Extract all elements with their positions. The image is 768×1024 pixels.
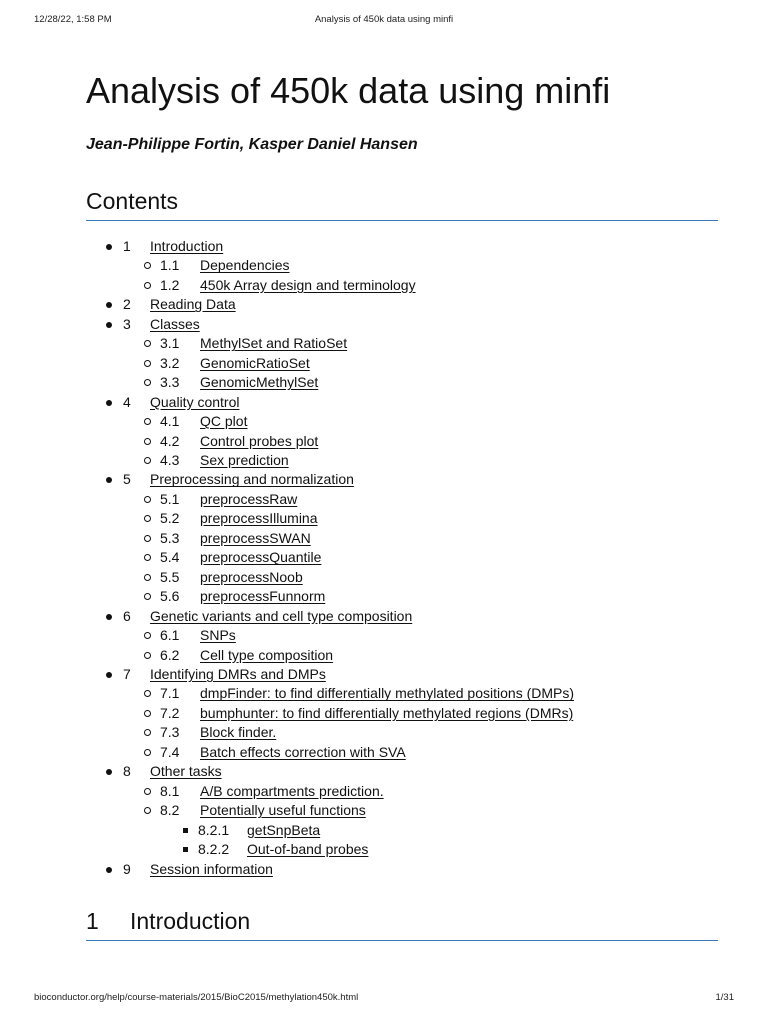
toc-link[interactable] [123,666,326,682]
print-date: 12/28/22, 1:58 PM [34,14,112,25]
toc-number: 5 [123,471,131,488]
toc-number: 5.1 [160,490,180,507]
bullet-icon [144,632,151,639]
bullet-icon [144,535,151,542]
toc-item [86,840,718,859]
introduction-heading [86,906,718,941]
toc-label: Quality control [150,393,240,410]
toc-link[interactable] [160,413,247,429]
toc-number: 8.2 [160,802,180,819]
bullet-icon [144,749,151,756]
bullet-icon [106,400,112,406]
contents-heading: Contents [86,186,718,221]
toc-label: MethylSet and RatioSet [200,335,348,352]
bullet-icon [144,729,151,736]
toc-item [86,743,718,762]
bullet-icon [144,360,151,367]
bullet-icon [144,457,151,464]
toc-label: Out-of-band probes [247,841,369,858]
bullet-icon [144,710,151,717]
toc-item [86,860,718,879]
toc-link[interactable] [123,608,412,624]
toc-link[interactable] [123,763,222,779]
toc-number: 2 [123,296,131,313]
toc-number: 4 [123,393,131,410]
toc-link[interactable] [123,861,273,877]
toc-label: preprocessIllumina [200,510,318,527]
toc-number: 4.3 [160,451,180,468]
toc-number: 4.2 [160,432,180,449]
toc-link[interactable] [160,433,318,449]
toc-label: preprocessNoob [200,568,303,585]
toc-label: dmpFinder: to find differentially methylated positions (DMPs) [200,685,575,702]
toc-label: Other tasks [150,763,222,780]
toc-item [86,762,718,781]
bullet-icon [183,828,188,833]
toc-label: 450k Array design and terminology [200,276,416,293]
toc-link[interactable] [160,724,276,740]
toc-number: 5.3 [160,529,180,546]
bullet-icon [144,282,151,289]
toc-label: Potentially useful functions [200,802,366,819]
toc-link[interactable] [160,530,311,546]
print-header [34,14,734,28]
toc-link[interactable] [160,491,297,507]
toc-link[interactable] [160,569,303,585]
page-title: Analysis of 450k data using minfi [86,70,611,111]
toc-item [86,373,718,392]
bullet-icon [144,807,151,814]
bullet-icon [144,496,151,503]
toc-item [86,723,718,742]
bullet-icon [106,614,112,620]
toc-item [86,393,718,412]
toc-link[interactable] [160,257,290,273]
toc-number: 5.5 [160,568,180,585]
toc-label: Identifying DMRs and DMPs [150,665,326,682]
toc-label: GenomicRatioSet [200,354,310,371]
toc-link[interactable] [160,510,318,526]
bullet-icon [144,515,151,522]
toc-item [86,412,718,431]
toc-link[interactable] [160,705,573,721]
toc-item [86,470,718,489]
toc-item [86,490,718,509]
authors: Jean-Philippe Fortin, Kasper Daniel Hansen [86,136,418,153]
toc-label: Sex prediction [200,451,289,468]
toc-item [86,782,718,801]
toc-item [86,548,718,567]
table-of-contents [86,237,718,879]
page-number: 1/31 [715,992,734,1003]
bullet-icon [106,302,112,308]
toc-item [86,646,718,665]
bullet-icon [106,769,112,775]
toc-number: 4.1 [160,413,180,430]
toc-number: 7.2 [160,704,180,721]
print-doc-title: Analysis of 450k data using minfi [314,14,454,25]
toc-number: 3.3 [160,374,180,391]
bullet-icon [106,477,112,483]
toc-label: A/B compartments prediction. [200,782,384,799]
toc-link[interactable] [123,238,223,254]
toc-item [86,432,718,451]
toc-label: preprocessQuantile [200,549,322,566]
bullet-icon [183,847,188,852]
toc-label: Cell type composition [200,646,334,663]
bullet-icon [144,788,151,795]
bullet-icon [144,574,151,581]
toc-link[interactable] [160,588,325,604]
toc-item [86,451,718,470]
toc-label: Preprocessing and normalization [150,471,354,488]
toc-item [86,587,718,606]
toc-link[interactable] [160,355,310,371]
toc-number: 9 [123,860,131,877]
toc-label: Session information [150,860,273,877]
toc-link[interactable] [160,627,236,643]
toc-number: 7.4 [160,743,180,760]
toc-item [86,529,718,548]
bullet-icon [144,690,151,697]
toc-label: bumphunter: to find differentially methylated regions (DMRs) [200,704,574,721]
toc-item [86,801,718,820]
toc-link[interactable] [123,316,200,332]
toc-item [86,821,718,840]
toc-item [86,704,718,723]
toc-link[interactable] [160,783,384,799]
toc-number: 6.2 [160,646,180,663]
bullet-icon [144,438,151,445]
toc-item [86,354,718,373]
toc-number: 7.3 [160,724,180,741]
toc-link[interactable] [160,685,574,701]
toc-label: Dependencies [200,257,290,274]
toc-item [86,334,718,353]
toc-link[interactable] [198,822,320,838]
bullet-icon [144,593,151,600]
toc-label: preprocessSWAN [200,529,311,546]
toc-label: Control probes plot [200,432,319,449]
section-title: Introduction [130,908,251,934]
toc-number: 8.2.2 [198,841,230,858]
toc-item [86,684,718,703]
toc-link[interactable] [198,841,368,857]
bullet-icon [144,262,151,269]
toc-link[interactable] [160,374,318,390]
toc-label: Genetic variants and cell type composition [150,607,413,624]
bullet-icon [106,244,112,250]
toc-link[interactable] [160,744,406,760]
toc-label: preprocessRaw [200,490,298,507]
toc-item [86,315,718,334]
toc-number: 8.1 [160,782,180,799]
toc-label: Introduction [150,238,224,254]
toc-link[interactable] [160,277,416,293]
toc-label: GenomicMethylSet [200,374,319,391]
toc-link[interactable] [160,549,321,565]
toc-number: 3.2 [160,354,180,371]
toc-link[interactable] [123,394,239,410]
toc-item [86,276,718,295]
document-body [86,66,718,934]
toc-label: Reading Data [150,296,236,313]
toc-number: 5.6 [160,588,180,605]
toc-number: 7 [123,665,131,682]
toc-item [86,568,718,587]
toc-item [86,256,718,275]
toc-label: preprocessFunnorm [200,588,326,605]
toc-item [86,626,718,645]
toc-link[interactable] [160,335,347,351]
toc-label: Classes [150,315,200,332]
toc-number: 1.2 [160,276,180,293]
toc-label: getSnpBeta [247,821,321,838]
toc-item [86,295,718,314]
bullet-icon [144,418,151,425]
toc-item [86,237,718,256]
toc-number: 8.2.1 [198,821,230,838]
toc-number: 5.2 [160,510,180,527]
toc-number: 3 [123,315,131,332]
toc-number: 5.4 [160,549,180,566]
bullet-icon [106,867,112,873]
bullet-icon [144,379,151,386]
toc-label: Block finder. [200,724,277,741]
bullet-icon [144,554,151,561]
toc-number: 1 [123,238,131,254]
toc-link[interactable] [123,471,354,487]
toc-item [86,665,718,684]
toc-number: 7.1 [160,685,180,702]
toc-number: 8 [123,763,131,780]
bullet-icon [144,340,151,347]
toc-item [86,607,718,626]
toc-number: 3.1 [160,335,180,352]
toc-link[interactable] [160,452,289,468]
toc-link[interactable] [160,802,366,818]
toc-label: QC plot [200,413,248,430]
bullet-icon [144,652,151,659]
bullet-icon [106,672,112,678]
print-footer [34,992,734,1006]
toc-label: Batch effects correction with SVA [200,743,406,760]
toc-link[interactable] [123,296,236,312]
toc-number: 1.1 [160,257,180,274]
toc-label: SNPs [200,627,236,644]
toc-link[interactable] [160,647,333,663]
section-number: 1 [86,908,99,934]
page-url: bioconductor.org/help/course-materials/2015/BioC2015/methylation450k.html [34,992,359,1003]
bullet-icon [106,322,112,328]
toc-number: 6 [123,607,131,624]
toc-item [86,509,718,528]
toc-number: 6.1 [160,627,180,644]
